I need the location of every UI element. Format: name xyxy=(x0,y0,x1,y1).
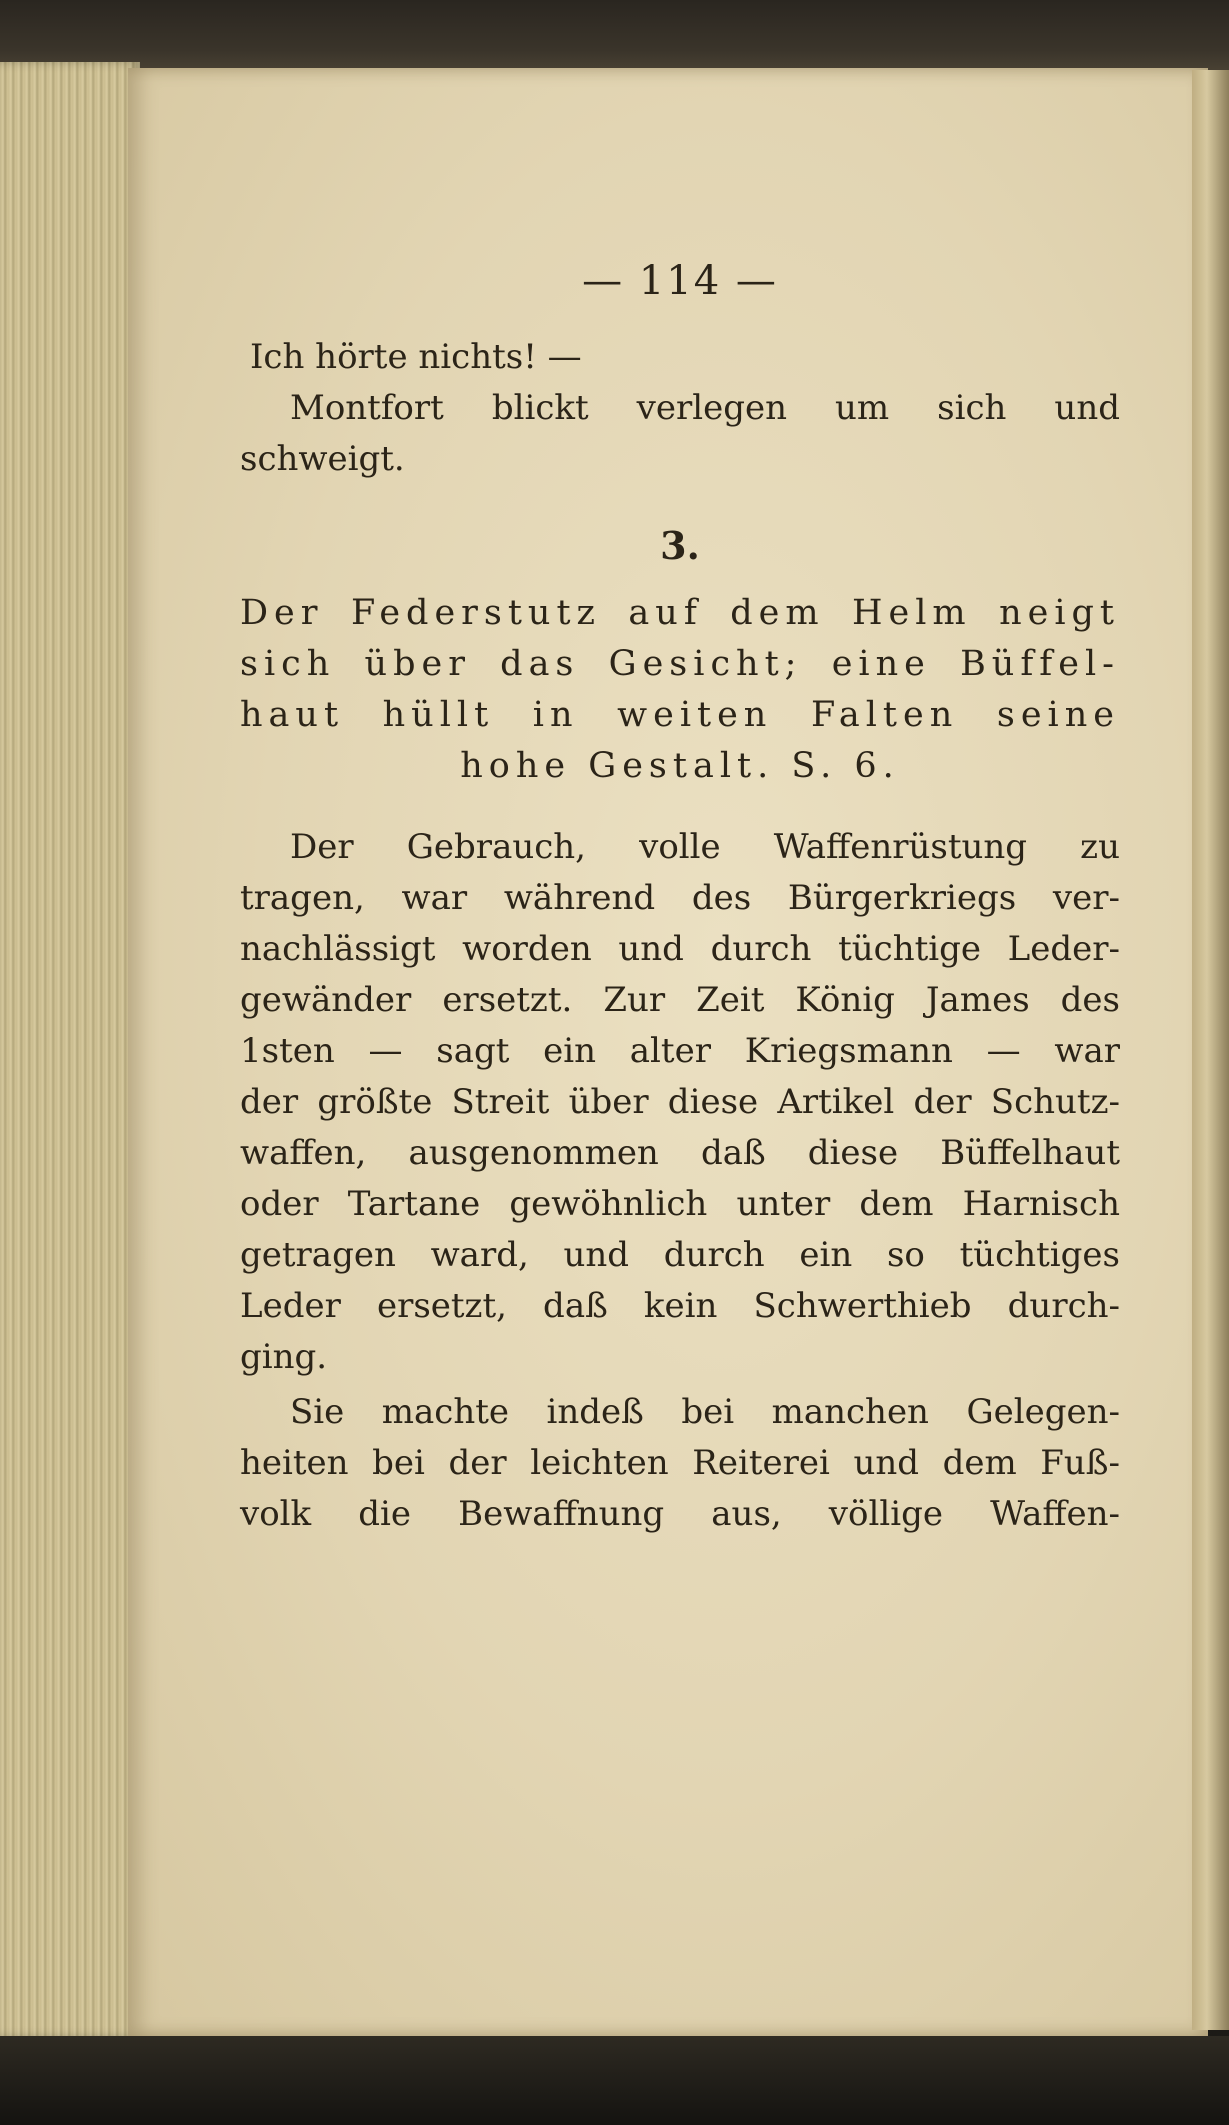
text-line: Sie machte indeß bei manchen Gelegen- xyxy=(290,1392,1120,1432)
text-line: Der Gebrauch, volle Waffenrüstung zu xyxy=(290,827,1120,867)
text-line: haut hüllt in weiten Falten seine xyxy=(240,695,1120,735)
text-line: 1sten — sagt ein alter Kriegsmann — war xyxy=(240,1031,1120,1071)
intro-block xyxy=(240,332,1120,485)
text-line: der größte Streit über diese Artikel der Schutz- xyxy=(240,1082,1120,1122)
book-bottom-shadow xyxy=(0,2036,1229,2125)
paragraph-1 xyxy=(240,822,1120,1383)
text-line: heiten bei der leichten Reiterei und dem Fuß- xyxy=(240,1443,1120,1483)
section-number: 3. xyxy=(660,523,700,568)
text-line: schweigt. xyxy=(240,439,405,479)
text-line: Ich hörte nichts! — xyxy=(250,337,582,377)
page-number: — 114 — xyxy=(582,258,778,304)
text-line: oder Tartane gewöhnlich unter dem Harnisch xyxy=(240,1184,1120,1224)
quote-block xyxy=(240,588,1120,792)
text-line: getragen ward, und durch ein so tüchtiges xyxy=(240,1235,1120,1275)
page-right-edge xyxy=(1192,70,1229,2030)
paragraph-2 xyxy=(240,1387,1120,1540)
text-line: volk die Bewaffnung aus, völlige Waffen- xyxy=(240,1494,1120,1534)
text-line: hohe Gestalt. S. 6. xyxy=(460,746,900,786)
text-line: Leder ersetzt, daß kein Schwerthieb durch- xyxy=(240,1286,1120,1326)
text-line: nachlässigt worden und durch tüchtige Leder- xyxy=(240,929,1120,969)
text-line: tragen, war während des Bürgerkriegs ver- xyxy=(240,878,1120,918)
text-line: Der Federstutz auf dem Helm neigt xyxy=(240,593,1120,633)
text-line: sich über das Gesicht; eine Büffel- xyxy=(240,644,1120,684)
book-top-shadow xyxy=(0,0,1229,72)
text-line: gewänder ersetzt. Zur Zeit König James des xyxy=(240,980,1120,1020)
text-line: Montfort blickt verlegen um sich und xyxy=(290,388,1120,428)
page-stack-edges xyxy=(0,62,140,2037)
text-line: ging. xyxy=(240,1337,328,1377)
text-line: waffen, ausgenommen daß diese Büffelhaut xyxy=(240,1133,1120,1173)
page-text xyxy=(240,258,1120,1540)
